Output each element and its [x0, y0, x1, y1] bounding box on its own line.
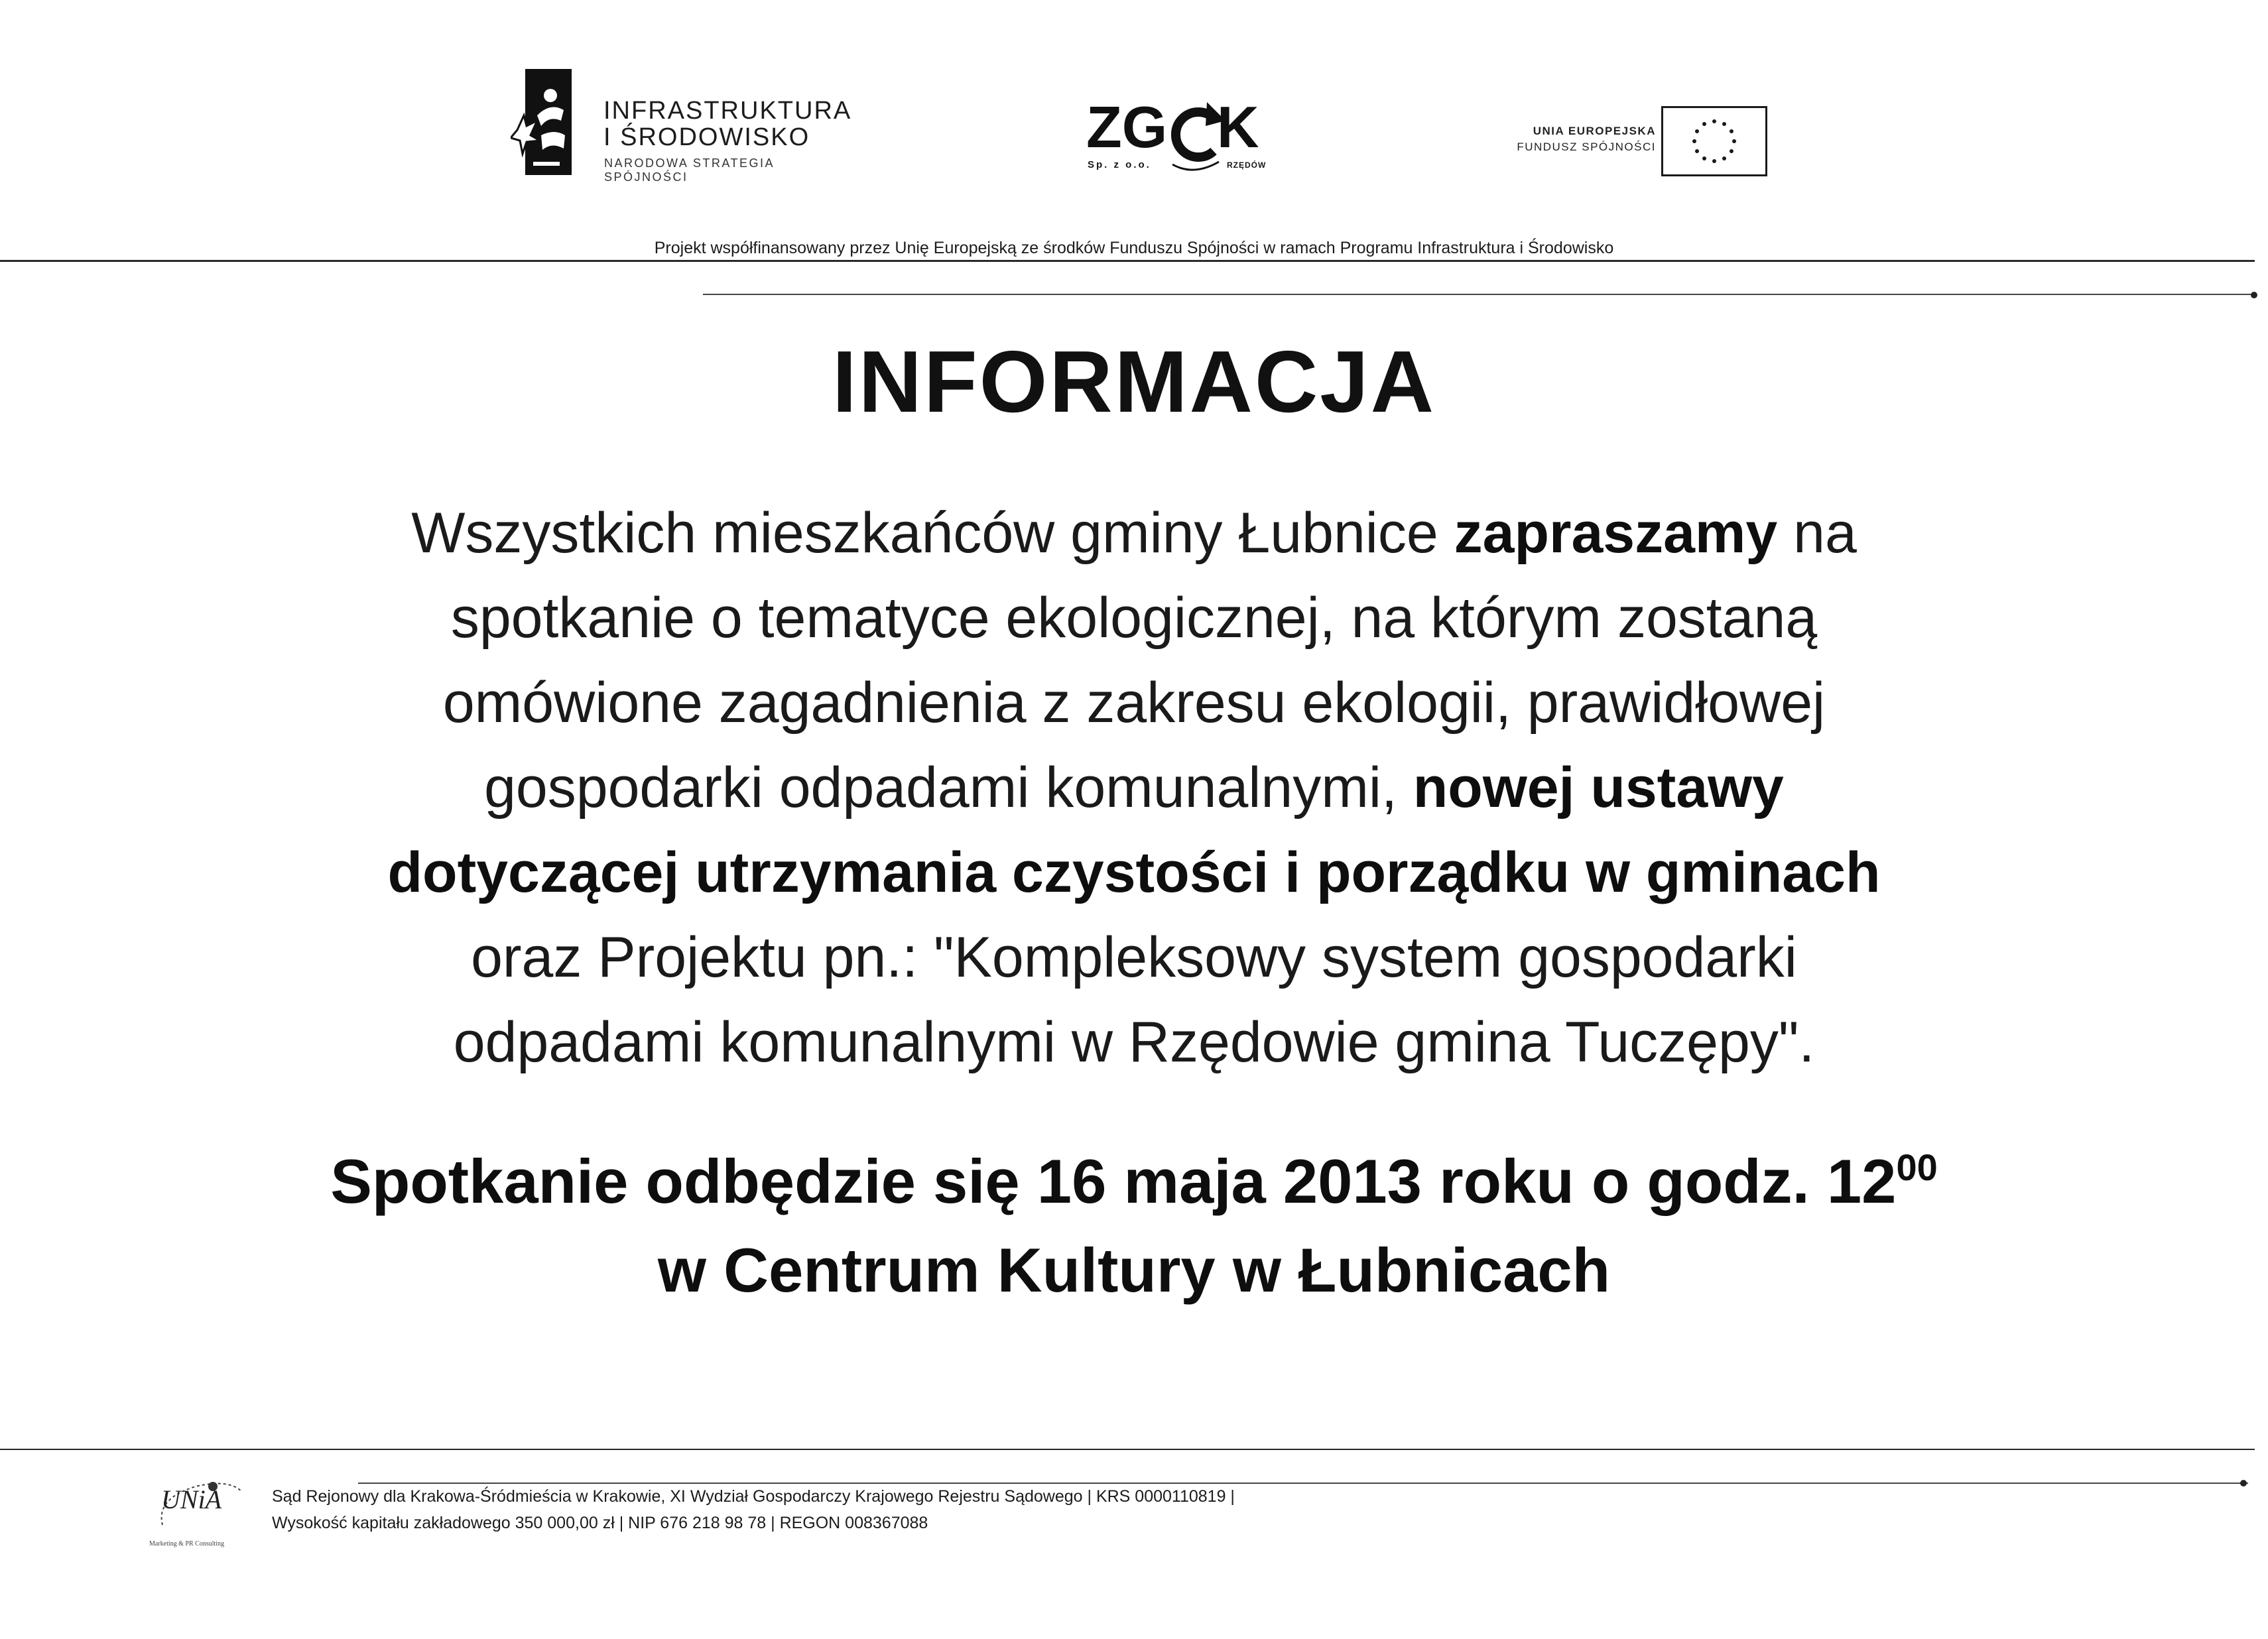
header-divider-end-dot: [2251, 292, 2257, 298]
body-line-2: spotkanie o tematyce ekologicznej, na którym zostaną: [450, 586, 1818, 650]
eu-star-icon: [1730, 149, 1733, 153]
invitation-body: [119, 491, 2149, 1085]
header-divider-secondary: [703, 294, 2255, 295]
footer-registration-line: Sąd Rejonowy dla Krakowa-Śródmieścia w Krakowie, XI Wydział Gospodarczy Krajowego Rejestru Sądowego | KRS 0000110819 |: [272, 1487, 1235, 1506]
body-line-5-emphasis: dotyczącej utrzymania czystości i porządku w gminach: [387, 841, 1881, 904]
meeting-details: [93, 1137, 2175, 1315]
body-line-3: omówione zagadnienia z zakresu ekologii, prawidłowej: [442, 671, 1826, 735]
body-line-4-a: gospodarki odpadami komunalnymi,: [484, 756, 1413, 820]
eu-star-icon: [1712, 159, 1716, 163]
zgok-logo: [1074, 94, 1280, 174]
body-line-4-emphasis: nowej ustawy: [1413, 756, 1784, 820]
body-line-1-c: na: [1777, 501, 1857, 565]
body-line-5: [119, 830, 2149, 915]
zgok-logo-sub-left: Sp. z o.o.: [1088, 159, 1151, 170]
unia-logo-name: UNiA: [161, 1485, 222, 1514]
body-line-6: oraz Projektu pn.: "Kompleksowy system gospodarki: [471, 926, 1797, 989]
eu-flag-icon: [1661, 106, 1767, 176]
body-line-7: odpadami komunalnymi w Rzędowie gmina Tuczępy".: [453, 1010, 1815, 1074]
eu-logo-line2: FUNDUSZ SPÓJNOŚCI: [1517, 141, 1656, 153]
meeting-venue-line: w Centrum Kultury w Łubnicach: [657, 1235, 1611, 1305]
footer-divider: [0, 1449, 2255, 1450]
meeting-date-text: Spotkanie odbędzie się 16 maja 2013 roku o godz. 12: [330, 1146, 1897, 1216]
body-line-1-a: Wszystkich mieszkańców gminy Łubnice: [411, 501, 1454, 565]
eu-star-icon: [1692, 139, 1696, 143]
footer-divider-end-dot: [2240, 1480, 2247, 1487]
meeting-date-line: [93, 1137, 2175, 1226]
eu-star-icon: [1695, 129, 1699, 133]
header-divider: [0, 260, 2255, 262]
eu-logo-line1: UNIA EUROPEJSKA: [1533, 125, 1656, 137]
eu-star-icon: [1722, 156, 1726, 160]
eu-star-icon: [1712, 119, 1716, 123]
eu-star-icon: [1730, 129, 1733, 133]
zgok-logo-sub-right: RZĘDÓW: [1227, 160, 1267, 170]
eu-star-icon: [1702, 122, 1706, 126]
zgok-logo-right: K: [1217, 94, 1259, 160]
body-line-1-emphasis: zapraszamy: [1454, 501, 1778, 565]
page-title: INFORMACJA: [832, 333, 1436, 430]
zgok-logo-left: ZG: [1086, 94, 1168, 160]
unia-logo: [149, 1472, 275, 1551]
eu-star-icon: [1732, 139, 1736, 143]
unia-logo-tagline: Marketing & PR Consulting: [149, 1540, 225, 1548]
eu-star-icon: [1695, 149, 1699, 153]
infrastruktura-emblem-icon: [511, 69, 574, 175]
footer-divider-secondary: [358, 1483, 2248, 1484]
logo-ois-line3: NARODOWA STRATEGIA SPÓJNOŚCI: [604, 156, 775, 184]
body-line-1: [119, 491, 2149, 576]
body-line-4: [119, 745, 2149, 830]
eu-star-icon: [1722, 122, 1726, 126]
eu-star-icon: [1702, 156, 1706, 160]
logo-ois-line2: I ŚRODOWISKO: [603, 123, 810, 151]
infrastruktura-logo: [511, 65, 855, 184]
footer-capital-line: Wysokość kapitału zakładowego 350 000,00 zł | NIP 676 218 98 78 | REGON 008367088: [272, 1514, 928, 1532]
logo-ois-line1: INFRASTRUKTURA: [603, 97, 852, 125]
meeting-time-minutes: 00: [1896, 1146, 1938, 1188]
eu-logo: [1495, 106, 1767, 179]
cofinance-note: Projekt współfinansowany przez Unię Europejską ze środków Funduszu Spójności w ramach Programu Infrastruktura i Środowisko: [654, 239, 1614, 257]
